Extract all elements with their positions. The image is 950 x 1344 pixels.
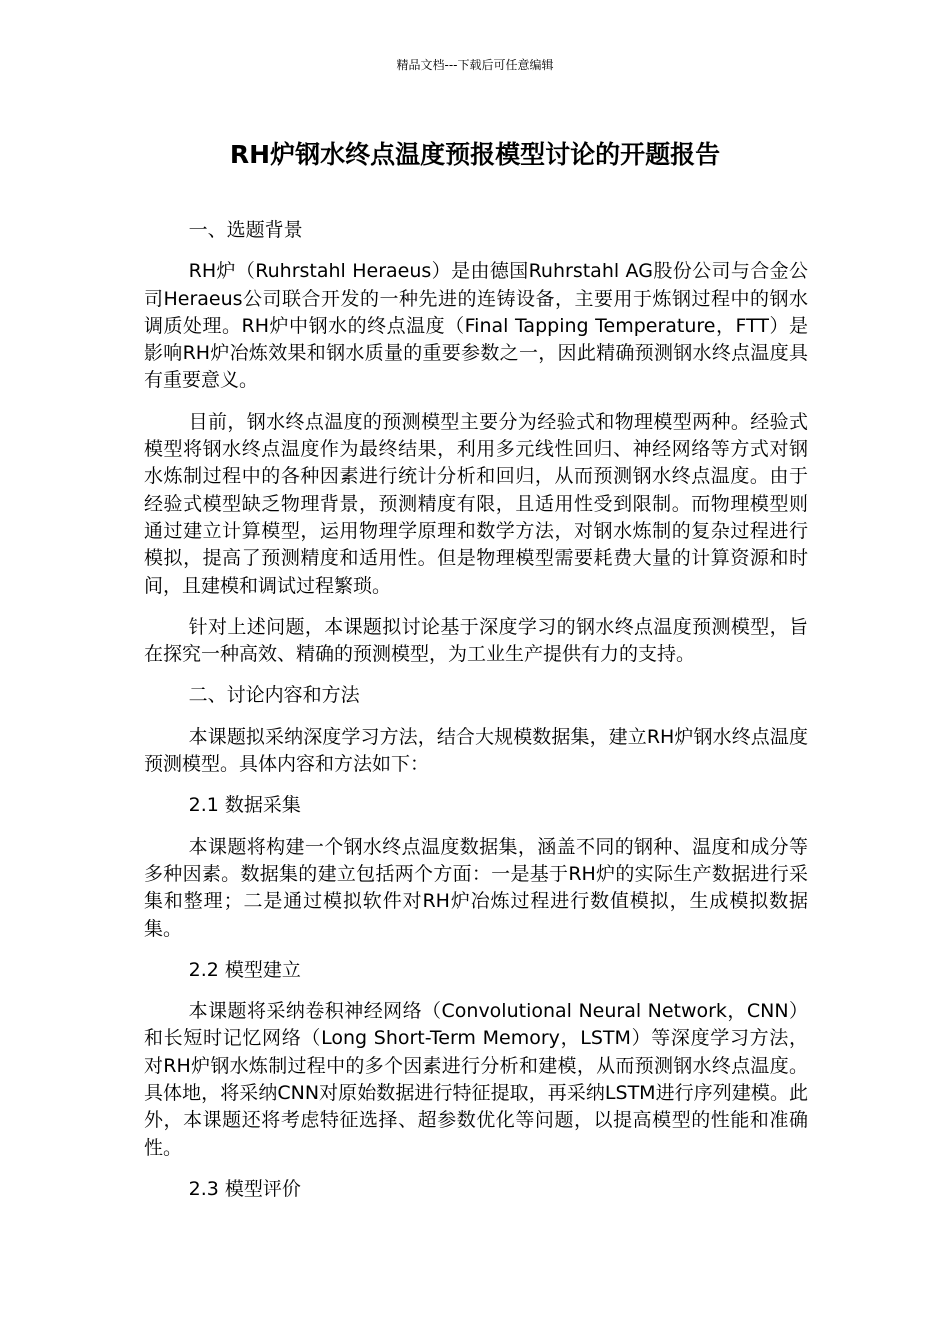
paragraph-prediction-models: 目前，钢水终点温度的预测模型主要分为经验式和物理模型两种。经验式模型将钢水终点温度作为最终结果，利用多元线性回归、神经网络等方式对钢水炼制过程中的各种因素进行统计分析和回归，从而预测钢水终点温度。由于经验式模型缺乏物理背景，预测精度有限，且适用性受到限制。而物理模型则通过建立计算模型，运用物理学原理和数学方法，对钢水炼制的复杂过程进行模拟，提高了预测精度和适用性。但是物理模型需要耗费大量的计算资源和时间，且建模和调试过程繁琐。 [144,410,808,597]
document-body [144,217,808,1217]
page-header-watermark: 精品文档---下载后可任意编辑 [396,58,554,72]
paragraph-data-collection: 本课题将构建一个钢水终点温度数据集，涵盖不同的钢种、温度和成分等多种因素。数据集的建立包括两个方面：一是基于RH炉的实际生产数据进行采集和整理；二是通过模拟软件对RH炉冶炼过程进行数值模拟，生成模拟数据集。 [144,835,808,940]
paragraph-research-aim: 针对上述问题，本课题拟讨论基于深度学习的钢水终点温度预测模型，旨在探究一种高效、精确的预测模型，为工业生产提供有力的支持。 [144,615,808,666]
paragraph-rh-furnace-intro: RH炉（Ruhrstahl Heraeus）是由德国Ruhrstahl AG股份公司与合金公司Heraeus公司联合开发的一种先进的连铸设备，主要用于炼钢过程中的钢水调质处理。RH炉中钢水的终点温度（Final Tapping Temperature，FTT）是影响RH炉冶炼效果和钢水质量的重要参数之一，因此精确预测钢水终点温度具有重要意义。 [144,260,808,392]
document-title: RH炉钢水终点温度预报模型讨论的开题报告 [229,140,721,169]
section-heading-background: 一、选题背景 [188,219,303,241]
section-heading-content-methods: 二、讨论内容和方法 [188,684,360,707]
paragraph-model-building: 本课题将采纳卷积神经网络（Convolutional Neural Network，CNN）和长短时记忆网络（Long Short-Term Memory，LSTM）等深度学习方法，对RH炉钢水炼制过程中的多个因素进行分析和建模，从而预测钢水终点温度。具体地，将采纳CNN对原始数据进行特征提取，再采纳LSTM进行序列建模。此外，本课题还将考虑特征选择、超参数优化等问题，以提高模型的性能和准确性。 [144,1000,808,1159]
subsection-heading-model-building: 2.2 模型建立 [188,958,301,981]
paragraph-methods-intro: 本课题拟采纳深度学习方法，结合大规模数据集，建立RH炉钢水终点温度预测模型。具体内容和方法如下： [144,725,808,776]
subsection-heading-model-evaluation: 2.3 模型评价 [188,1177,301,1200]
subsection-heading-data-collection: 2.1 数据采集 [188,794,301,817]
